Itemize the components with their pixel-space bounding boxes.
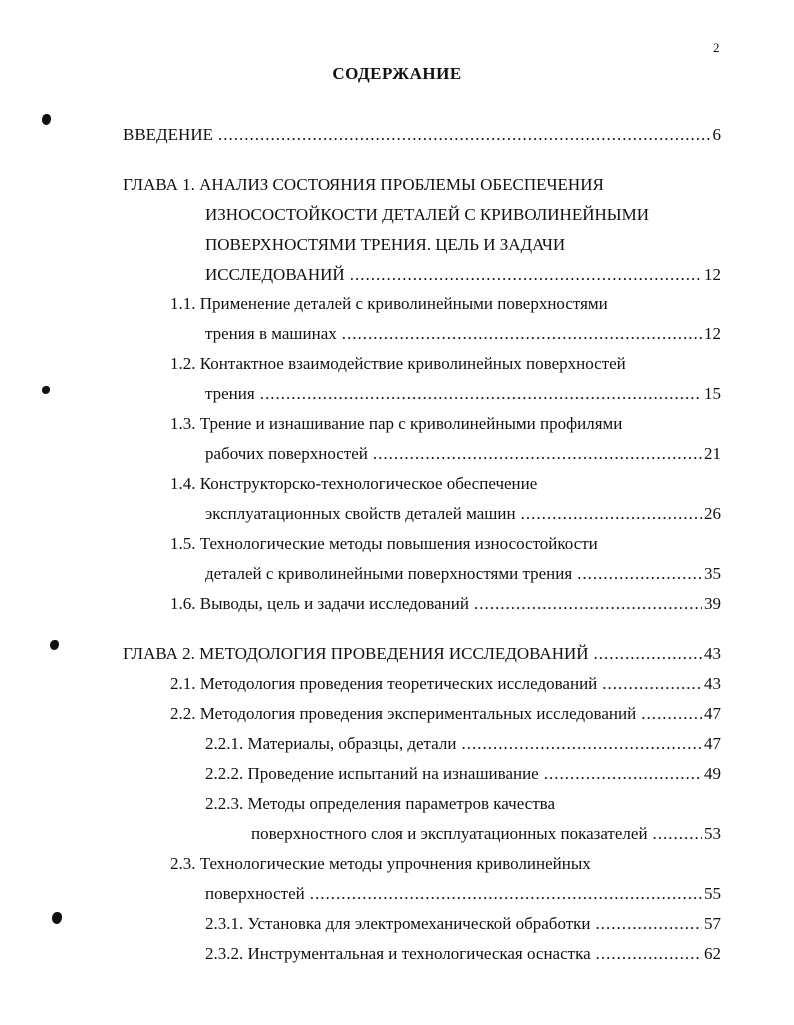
toc-page-number: 57 [704,914,721,933]
toc-chapter-1-line-2[interactable]: ИЗНОСОСТОЙКОСТИ ДЕТАЛЕЙ С КРИВОЛИНЕЙНЫМИ [205,205,649,224]
dot-leader [594,642,702,666]
toc-page-number: 12 [704,265,721,284]
toc-page-number: 12 [704,324,721,343]
page-number: 2 [713,40,720,55]
dot-leader [521,502,702,526]
toc-section-2-2-1[interactable] [205,732,721,756]
toc-entry-text: трения в машинах [205,324,337,343]
toc-entry-text: поверхностей [205,884,305,903]
toc-entry-intro[interactable] [123,123,721,147]
dot-leader [577,562,702,586]
dot-leader [474,592,702,616]
toc-entry-text: 2.3.2. Инструментальная и технологическая оснастка [205,944,591,963]
toc-section-1-2-line-1[interactable]: 1.2. Контактное взаимодействие криволинейных поверхностей [170,354,626,373]
toc-chapter-1-line-3[interactable]: ПОВЕРХНОСТЯМИ ТРЕНИЯ. ЦЕЛЬ И ЗАДАЧИ [205,235,566,254]
toc-chapter-1-line-1[interactable]: ГЛАВА 1. АНАЛИЗ СОСТОЯНИЯ ПРОБЛЕМЫ ОБЕСПЕЧЕНИЯ [123,175,604,194]
toc-section-1-5-line-2[interactable] [205,562,721,586]
toc-page-number: 26 [704,504,721,523]
toc-section-1-6[interactable] [170,592,721,616]
toc-entry-text: 2.3.1. Установка для электромеханической обработки [205,914,591,933]
toc-section-1-4-line-2[interactable] [205,502,721,526]
toc-page-number: 55 [704,884,721,903]
toc-page-number: 21 [704,444,721,463]
scan-speck [50,640,59,650]
dot-leader [342,322,702,346]
dot-leader [461,732,702,756]
scan-speck [42,386,50,394]
toc-page-number: 35 [704,564,721,583]
toc-entry-text: эксплуатационных свойств деталей машин [205,504,516,523]
toc-page-number: 43 [704,644,721,663]
toc-section-1-3-line-2[interactable] [205,442,721,466]
toc-entry-text: 2.2. Методология проведения экспериментальных исследований [170,704,637,723]
dot-leader [260,382,702,406]
page-title: СОДЕРЖАНИЕ [332,64,462,83]
toc-entry-text: ВВЕДЕНИЕ [123,125,213,144]
toc-section-2-1[interactable] [170,672,721,696]
toc-section-1-2-line-2[interactable] [205,382,721,406]
dot-leader [641,702,702,726]
toc-section-2-3-1[interactable] [205,912,721,936]
dot-leader [596,942,702,966]
toc-page-number: 39 [704,594,721,613]
toc-entry-text: 2.2.1. Материалы, образцы, детали [205,734,457,753]
scan-speck [52,912,62,924]
dot-leader [218,123,711,147]
toc-page-number: 43 [704,674,721,693]
toc-section-1-1-line-2[interactable] [205,322,721,346]
toc-section-2-2-2[interactable] [205,762,721,786]
toc-section-2-3-line-1[interactable]: 2.3. Технологические методы упрочнения криволинейных [170,854,591,873]
toc-page-number: 47 [704,734,721,753]
dot-leader [373,442,702,466]
toc-entry-text: деталей с криволинейными поверхностями трения [205,564,573,583]
toc-section-1-3-line-1[interactable]: 1.3. Трение и изнашивание пар с криволинейными профилями [170,414,623,433]
toc-chapter-2[interactable] [123,642,721,666]
toc-page-number: 49 [704,764,721,783]
toc-section-2-2-3-line-1[interactable]: 2.2.3. Методы определения параметров качества [205,794,555,813]
toc-entry-text: ИССЛЕДОВАНИЙ [205,265,345,284]
toc-entry-text: 2.1. Методология проведения теоретических исследований [170,674,598,693]
toc-entry-text: 1.6. Выводы, цель и задачи исследований [170,594,469,613]
dot-leader [653,822,702,846]
toc-section-2-2-3-line-2[interactable] [251,822,721,846]
toc-section-2-3-line-2[interactable] [205,882,721,906]
dot-leader [310,882,702,906]
dot-leader [350,263,702,287]
toc-entry-text: ГЛАВА 2. МЕТОДОЛОГИЯ ПРОВЕДЕНИЯ ИССЛЕДОВАНИЙ [123,644,589,663]
toc-page-number: 15 [704,384,721,403]
toc-page-number: 47 [704,704,721,723]
toc-entry-text: рабочих поверхностей [205,444,368,463]
toc-page-number: 6 [712,125,721,144]
toc-section-2-3-2[interactable] [205,942,721,966]
dot-leader [544,762,702,786]
toc-section-1-4-line-1[interactable]: 1.4. Конструкторско-технологическое обеспечение [170,474,538,493]
toc-page-number: 62 [704,944,721,963]
toc-section-1-1-line-1[interactable]: 1.1. Применение деталей с криволинейными поверхностями [170,294,608,313]
dot-leader [596,912,702,936]
toc-entry-text: 2.2.2. Проведение испытаний на изнашивание [205,764,539,783]
toc-section-1-5-line-1[interactable]: 1.5. Технологические методы повышения износостойкости [170,534,598,553]
toc-entry-text: трения [205,384,255,403]
dot-leader [602,672,702,696]
toc-page-number: 53 [704,824,721,843]
toc-section-2-2[interactable] [170,702,721,726]
toc-entry-text: поверхностного слоя и эксплуатационных показателей [251,824,648,843]
scan-speck [42,114,51,125]
toc-chapter-1-line-4[interactable] [205,263,721,287]
